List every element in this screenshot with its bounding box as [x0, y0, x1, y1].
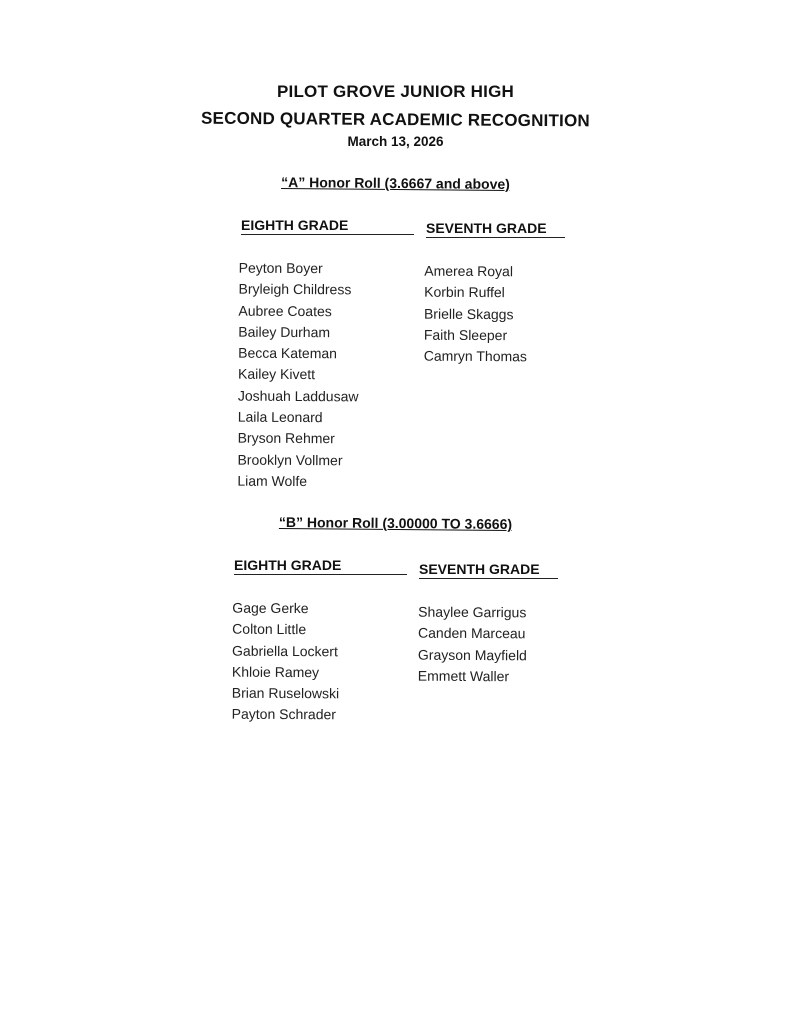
b-honor-roll-heading: “B” Honor Roll (3.00000 TO 3.6666) [278, 513, 513, 533]
b-roll-seventh-grade-header: SEVENTH GRADE [419, 561, 558, 579]
list-item: Camryn Thomas [423, 347, 528, 365]
list-item: Joshuah Laddusaw [237, 387, 359, 405]
a-roll-eighth-grade-list [237, 258, 359, 493]
list-item: Becca Kateman [238, 344, 338, 362]
list-item: Laila Leonard [237, 408, 323, 426]
list-item: Emmett Waller [417, 667, 510, 685]
list-item: Brooklyn Vollmer [237, 451, 343, 468]
list-item: Amerea Royal [424, 262, 514, 280]
list-item: Grayson Mayfield [417, 646, 527, 663]
a-roll-seventh-grade-list [424, 261, 528, 368]
a-honor-roll-heading: “A” Honor Roll (3.6667 and above) [281, 174, 510, 192]
list-item: Kailey Kivett [237, 366, 316, 383]
list-item: Brielle Skaggs [423, 305, 514, 322]
list-item: Colton Little [232, 620, 307, 638]
a-roll-eighth-grade-header: EIGHTH GRADE [241, 217, 414, 235]
list-item: Korbin Ruffel [424, 283, 505, 301]
list-item: Peyton Boyer [238, 259, 323, 277]
list-item: Bryson Rehmer [237, 430, 335, 447]
list-item: Gage Gerke [232, 599, 309, 617]
list-item: Shaylee Garrigus [418, 603, 527, 621]
list-item: Bryleigh Childress [238, 280, 352, 298]
b-roll-eighth-grade-header: EIGHTH GRADE [234, 557, 407, 575]
list-item: Faith Sleeper [423, 326, 508, 344]
document-date: March 13, 2026 [347, 134, 444, 149]
b-roll-seventh-grade-list [418, 602, 527, 688]
list-item: Gabriella Lockert [232, 642, 338, 659]
document-title: SECOND QUARTER ACADEMIC RECOGNITION [200, 108, 591, 131]
list-item: Payton Schrader [231, 706, 337, 723]
list-item: Bailey Durham [238, 323, 331, 341]
b-roll-eighth-grade-list [232, 598, 340, 726]
list-item: Aubree Coates [238, 302, 332, 319]
list-item: Khloie Ramey [231, 663, 320, 681]
list-item: Liam Wolfe [237, 472, 308, 490]
list-item: Brian Ruselowski [231, 684, 340, 702]
a-roll-seventh-grade-header: SEVENTH GRADE [426, 220, 565, 238]
school-name: PILOT GROVE JUNIOR HIGH [277, 82, 514, 101]
list-item: Canden Marceau [418, 624, 526, 642]
